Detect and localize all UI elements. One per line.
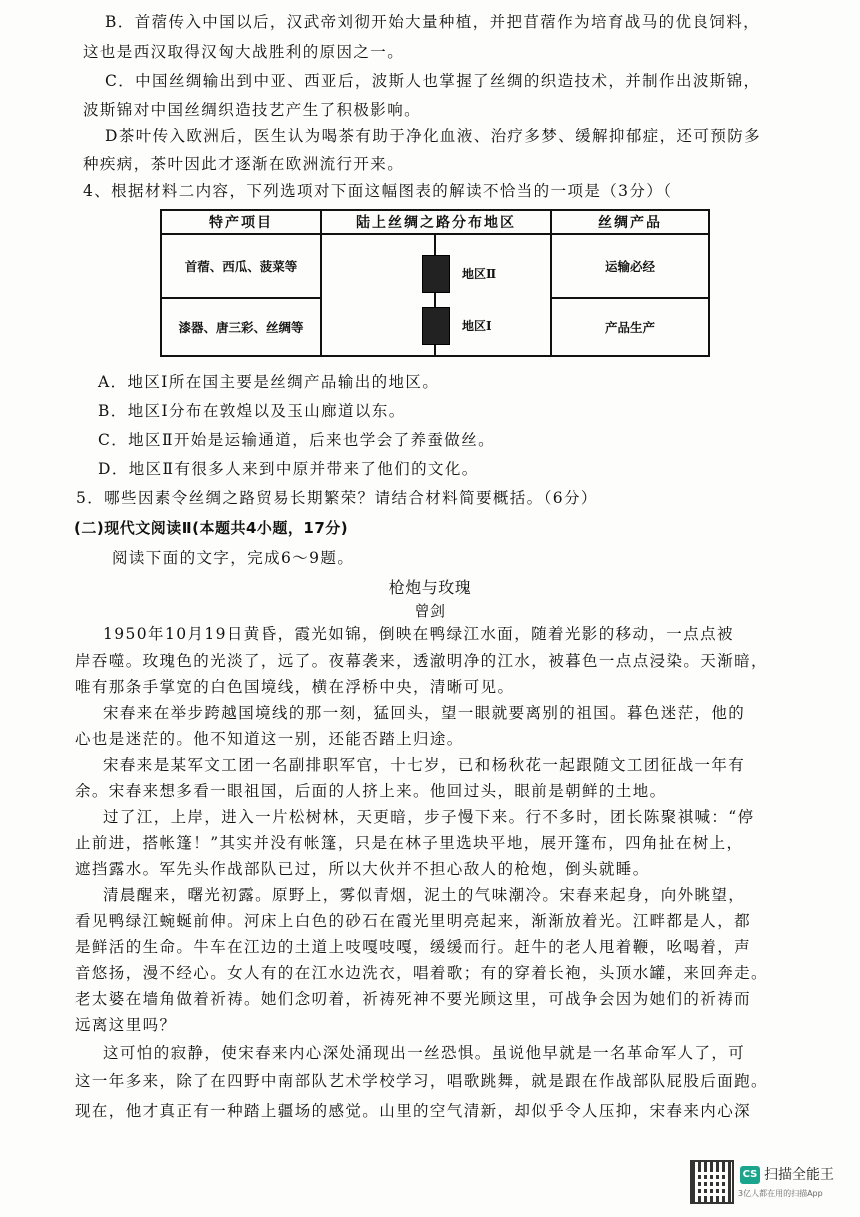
header-specialty: 特产项目: [161, 210, 321, 234]
passage-line: 是鲜活的生命。牛车在江边的土道上吱嘎吱嘎，缓缓而行。赶牛的老人甩着鞭，吆喝着，声: [75, 938, 752, 956]
region-1-label: 地区Ⅰ: [462, 319, 492, 333]
header-region: 陆上丝绸之路分布地区: [321, 210, 551, 234]
section-heading: (二)现代文阅读Ⅱ(本题共4小题，17分): [74, 519, 349, 537]
reading-instruction: 阅读下面的文字，完成6～9题。: [112, 549, 355, 567]
passage-line: 心也是迷茫的。他不知道这一别，还能否踏上归途。: [75, 730, 464, 748]
row1-product: 产品生产: [551, 298, 709, 356]
row2-product: 运输必经: [551, 234, 709, 298]
passage-line: 远离这里吗？: [75, 1016, 177, 1034]
passage-line: 岸吞噬。玫瑰色的光淡了，远了。夜幕袭来，透澈明净的江水，被暮色一点点浸染。天渐暗，: [75, 652, 768, 670]
option-c-line1: C．中国丝绸输出到中亚、西亚后，波斯人也掌握了丝绸的织造技术，并制作出波斯锦，: [105, 72, 761, 90]
passage-line: 现在，他才真正有一种踏上疆场的感觉。山里的空气清新，却似乎令人压抑，宋春来内心深: [75, 1102, 752, 1120]
passage-line: 清晨醒来，曙光初露。原野上，雾似青烟，泥土的气味潮冷。宋春来起身，向外眺望，: [103, 886, 746, 904]
region-1-block: [422, 307, 450, 345]
passage-line: 1950年10月19日黄昏，霞光如锦，倒映在鸭绿江水面，随着光影的移动，一点点被: [103, 625, 734, 643]
option-b-line1: B．首蓿传入中国以后，汉武帝刘彻开始大量种植，并把苜蓿作为培育战马的优良饲料，: [105, 13, 760, 31]
q4-option-a: A．地区Ⅰ所在国主要是丝绸产品输出的地区。: [98, 373, 440, 391]
passage-line: 唯有那条手掌宽的白色国境线，横在浮桥中央，清晰可见。: [75, 678, 515, 696]
row2-item: 首蓿、西瓜、菠菜等: [161, 234, 321, 298]
passage-line: 老太婆在墙角做着祈祷。她们念叨着，祈祷死神不要光顾这里，可战争会因为她们的祈祷而: [75, 990, 752, 1008]
option-b-line2: 这也是西汉取得汉匈大战胜利的原因之一。: [83, 43, 405, 61]
header-silk-product: 丝绸产品: [551, 210, 709, 234]
qr-code-icon: [690, 1160, 734, 1204]
passage-line: 止前进，搭帐篷！”其实并没有帐篷，只是在林子里选块平地，展开篷布，四角扯在树上，: [75, 834, 744, 852]
scanner-watermark: [690, 1160, 850, 1206]
passage-line: 这可怕的寂静，使宋春来内心深处涌现出一丝恐惧。虽说他早就是一名革命军人了，可: [103, 1044, 746, 1062]
article-title: 枪炮与玫瑰: [388, 578, 472, 597]
question-4-stem: 4、根据材料二内容，下列选项对下面这幅图表的解读不恰当的一项是（3分）（: [83, 182, 673, 200]
scanner-tagline: 3亿人都在用的扫描App: [738, 1189, 823, 1198]
question-5: 5．哪些因素令丝绸之路贸易长期繁荣？请结合材料简要概括。（6分）: [76, 489, 598, 507]
article-author: 曾剑: [414, 602, 446, 620]
passage-line: 余。宋春来想多看一眼祖国，后面的人挤上来。他回过头，眼前是朝鲜的土地。: [75, 782, 667, 800]
q4-option-b: B．地区Ⅰ分布在敦煌以及玉山廊道以东。: [98, 402, 406, 420]
passage-line: 这一年多来，除了在四野中南部队艺术学校学习，唱歌跳舞，就是跟在作战部队屁股后面跑。: [75, 1072, 768, 1090]
passage-line: 过了江，上岸，进入一片松树林，天更暗，步子慢下来。行不多时，团长陈聚祺喊：“停: [103, 808, 755, 826]
passage-line: 宋春来在举步跨越国境线的那一刻，猛回头，望一眼就要离别的祖国。暮色迷茫，他的: [103, 704, 746, 722]
region-2-label: 地区Ⅱ: [462, 267, 497, 281]
q4-option-d: D．地区Ⅱ有很多人来到中原并带来了他们的文化。: [98, 460, 479, 478]
row1-item: 漆器、唐三彩、丝绸等: [161, 298, 321, 356]
option-d-line2: 种疾病，茶叶因此才逐渐在欧洲流行开来。: [83, 155, 405, 173]
q4-option-c: C．地区Ⅱ开始是运输通道，后来也学会了养蚕做丝。: [98, 431, 495, 449]
silk-road-chart-table: [160, 209, 710, 357]
passage-line: 看见鸭绿江蜿蜒前伸。河床上白色的砂石在霞光里明亮起来，渐渐放着光。江畔都是人，都: [75, 912, 752, 930]
option-d-line1: D茶叶传入欧洲后，医生认为喝茶有助于净化血液、治疗多梦、缓解抑郁症，还可预防多: [105, 127, 762, 145]
passage-line: 遮挡露水。军先头作战部队已过，所以大伙并不担心敌人的枪炮，倒头就睡。: [75, 860, 650, 878]
option-c-line2: 波斯锦对中国丝绸织造技艺产生了积极影响。: [83, 101, 422, 119]
scanner-app-name: 扫描全能王: [764, 1167, 834, 1183]
passage-line: 宋春来是某军文工团一名副排职军官，十七岁，已和杨秋花一起跟随文工团征战一年有: [103, 756, 746, 774]
passage-line: 音悠扬，漫不经心。女人有的在江水边洗衣，唱着歌；有的穿着长袍，头顶水罐，来回奔走。: [75, 964, 768, 982]
camscanner-logo-icon: CS: [740, 1166, 760, 1184]
region-2-block: [422, 255, 450, 293]
region-diagram-cell: [321, 234, 551, 356]
